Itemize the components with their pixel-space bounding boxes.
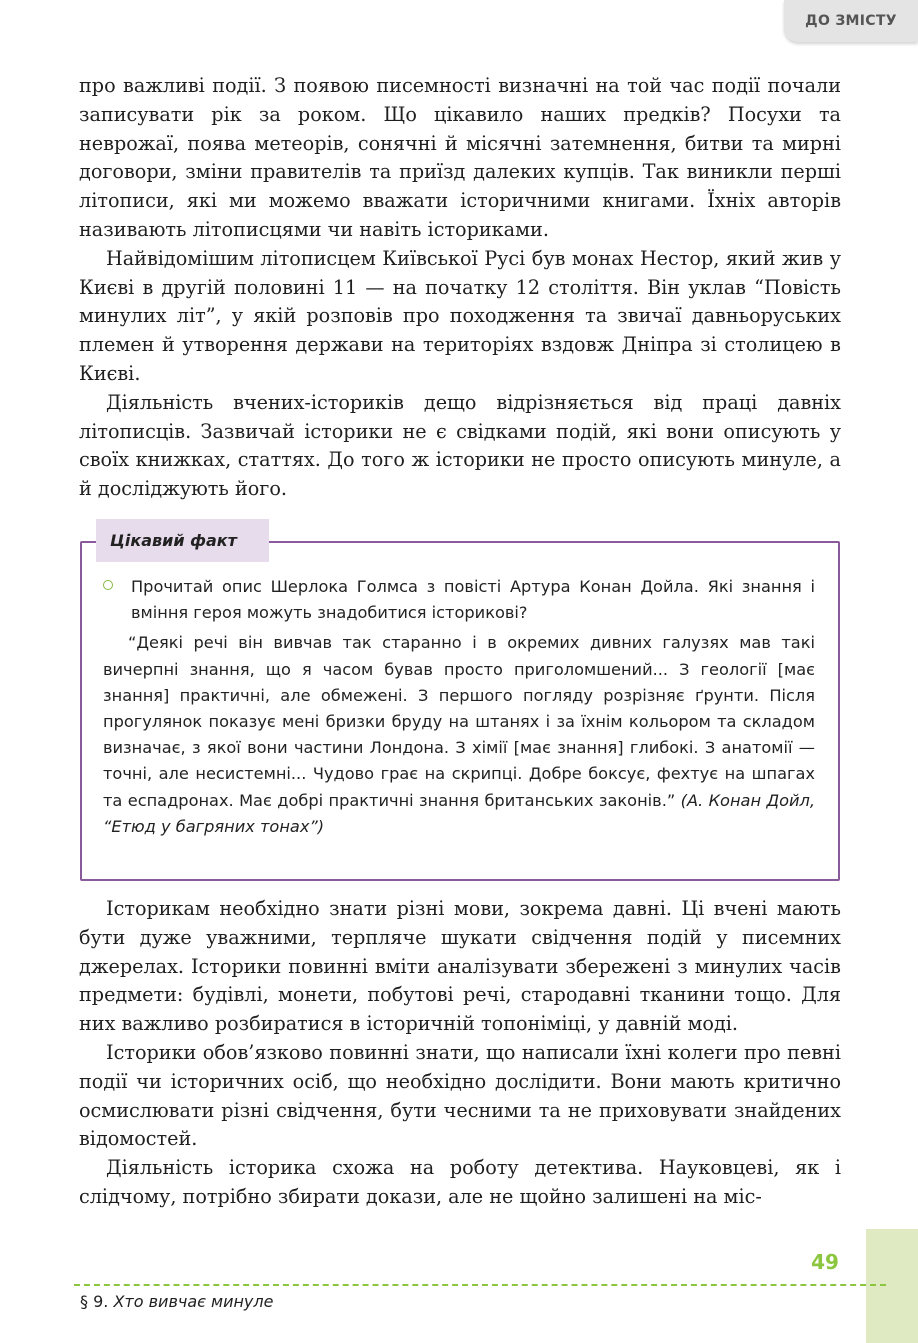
page-number: 49 xyxy=(811,1250,839,1274)
page-corner-block xyxy=(866,1229,918,1343)
fact-question xyxy=(103,574,815,626)
fact-question-text: Прочитай опис Шерлока Голмса з повісті Артура Конан Дойла. Які знання і вміння героя можуть знадобитися історикові? xyxy=(131,577,815,623)
paragraph: Діяльність історика схожа на роботу детектива. Науковцеві, як і слідчому, потрібно збирати докази, але не щойно залишені на міс- xyxy=(79,1156,841,1208)
section-title: Хто вивчає минуле xyxy=(113,1292,274,1311)
paragraph: Історикам необхідно знати різні мови, зокрема давні. Ці вчені мають бути дуже уважними, терпляче шукати свідчення подій у писемних джерелах. Історики повинні вміти аналізувати збережені з минулих часів предмети: будівлі, монети, побутові речі, стародавні тканини тощо. Для них важливо розбиратися в історичній топоніміці, у давній моді. xyxy=(79,897,841,1036)
paragraph: про важливі події. З появою писемності визначні на той час події почали записувати рік за роком. Що цікавило наших предків? Посухи та неврожаї, поява метеорів, сонячні й місячні затемнення, битви та мирні договори, зміни правителів та приїзд далеких купців. Так виникли перші літописи, які ми можемо вважати історичними книгами. Їхніх авторів називають літописцями чи навіть істориками. xyxy=(79,74,841,241)
paragraph: Діяльність вчених-істориків дещо відрізняється від праці давніх літописців. Зазвичай історики не є свідками подій, які вони описують у своїх книжках, статтях. До того ж історики не просто описують минуле, а й досліджують його. xyxy=(79,390,841,501)
fact-box-label: Цікавий факт xyxy=(96,519,269,562)
main-text-bottom xyxy=(79,895,841,1212)
footer-section-title xyxy=(80,1292,273,1311)
fact-quote-text: “Деякі речі він вивчав так старанно і в окремих дивних галузях мав такі вичерпні знання, що я часом бував просто приголомшений... З геології [має знання] практичні, але обмежені. З першого погляду розрізняє ґрунти. Після прогулянок показує мені бризки бруду на штанях і за їхнім кольором та складом визначає, з якої вони частини Лондона. З хімії [має знання] глибокі. З анатомії — точні, але несистемні... Чудово грає на скрипці. Добре боксує, фехтує на шпагах та еспадронах. Має добрі практичні знання британських законів.” xyxy=(103,633,815,810)
fact-citation: (А. Конан Дойл, “Етюд у багряних тонах”) xyxy=(103,790,816,836)
fact-quote xyxy=(103,630,815,840)
section-number: § 9. xyxy=(80,1292,109,1311)
main-text-top xyxy=(79,72,841,504)
toc-link-button[interactable]: ДО ЗМІСТУ xyxy=(784,0,918,42)
paragraph: Найвідомішим літописцем Київської Русі був монах Нестор, який жив у Києві в другій половині 11 — на початку 12 століття. Він уклав “Повість минулих літ”, у якій розповів про походження та звичаї давньоруських племен й утворення держави на територіях вздовж Дніпра зі столицею в Києві. xyxy=(79,246,841,385)
footer-divider xyxy=(74,1284,886,1286)
paragraph: Історики обов’язково повинні знати, що написали їхні колеги про певні події чи історичних осіб, що необхідно дослідити. Вони мають критично осмислювати різні свідчення, бути чесними та не приховувати знайдених відомостей. xyxy=(79,1040,841,1151)
fact-box-content xyxy=(103,574,815,840)
bullet-circle-icon xyxy=(103,580,113,590)
